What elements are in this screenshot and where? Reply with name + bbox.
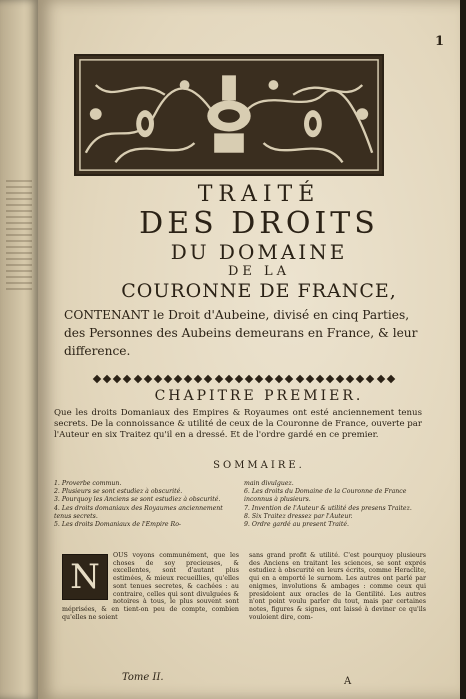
summary-item: 1. Proverbe commun. (54, 480, 122, 487)
body-text (62, 552, 426, 621)
footer-signature: A (344, 676, 352, 687)
background-edge (460, 0, 466, 699)
body-right-text: sans grand profit & utilité. C'est pourquoy plusieurs des Anciens en traitant les sciences, se sont exprés estudiez à obscurité en leurs écrits, comme Heraclite, qui en a emporté le surnom. Les autres ont parlé par enigmes, involutions & ambages : comme ceux qui presidoient aux oracles de la Gentilité. Les autres n'ont point voulu parler du tout, mais par certaines notes, figures & signes, ont laissé à deviner ce qu'ils vouloient dire, com- (249, 552, 426, 621)
summary-list (54, 480, 426, 529)
ornament-divider (94, 374, 394, 384)
title-line-1: TRAITÉ (197, 182, 321, 207)
summary-item: 2. Plusieurs se sont estudiez à obscurité. (54, 488, 183, 496)
body-left-text: OUS voyons communément, que les choses de soy precieuses, & excellentes, sont d'autant plus estimées, & mieux recueillies, qu'elles sont tenues secretes, & cachées : au contraire, celles qui sont divulguées & notoires à tous, le plus souvent sont méprisées, & en tient-on peu de compte, combien qu'elles ne soient (62, 552, 239, 621)
page-number: 1 (434, 34, 444, 49)
chapter-heading: CHAPITRE PREMIER. (154, 388, 364, 404)
facing-page-text-bleed (6, 180, 32, 290)
title-line-5: COURONNE DE FRANCE, (121, 280, 397, 302)
summary-item: 8. Six Traitez dressez par l'Auteur. (244, 512, 353, 520)
title-line-2: DES DROITS (139, 206, 379, 241)
summary-left-column (54, 480, 236, 529)
summary-right-column (244, 480, 426, 529)
summary-item: 5. Les droits Domaniaux de l'Empire Ro- (54, 521, 182, 529)
book-page (38, 0, 460, 699)
title-line-3: DU DOMAINE (170, 240, 348, 264)
dropcap-initial: N (62, 554, 108, 600)
chapter-intro-text: Que les droits Domaniaux des Empires & Royaumes ont esté anciennement tenus secrets. De la connoissance & utilité de ceux de la Couronne de France, ouverte par l'Auteur en six Traitez qu'il en a dressé. Et de l'ordre gardé en ce premier. (54, 408, 422, 440)
subtitle: CONTENANT le Droit d'Aubeine, divisé en cinq Parties, des Personnes des Aubeins demeurans en France, & leur difference. (64, 308, 418, 358)
title-line-4: DE LA (227, 264, 291, 279)
summary-item: 6. Les droits du Domaine de la Couronne de France inconnus à plusieurs. (244, 488, 407, 504)
summary-item: 4. Les droits domaniaux des Royaumes anciennement tenus secrets. (54, 504, 223, 520)
chapter-intro (54, 408, 422, 441)
body-left-column (62, 552, 239, 621)
summary-item: main divulguez. (244, 480, 294, 487)
summary-item: 7. Invention de l'Auteur & utilité des presens Traitez. (244, 504, 412, 512)
headpiece-ornament-art (76, 56, 382, 174)
footer-volume: Tome II. (122, 672, 164, 683)
summary-item: 3. Pourquoy les Anciens se sont estudiez à obscurité. (54, 496, 221, 504)
facing-page-edge (0, 0, 40, 699)
ornamental-headpiece (74, 54, 384, 176)
sommaire-heading: SOMMAIRE. (213, 460, 305, 471)
summary-item: 9. Ordre gardé au present Traité. (244, 521, 350, 529)
body-right-column (249, 552, 426, 621)
